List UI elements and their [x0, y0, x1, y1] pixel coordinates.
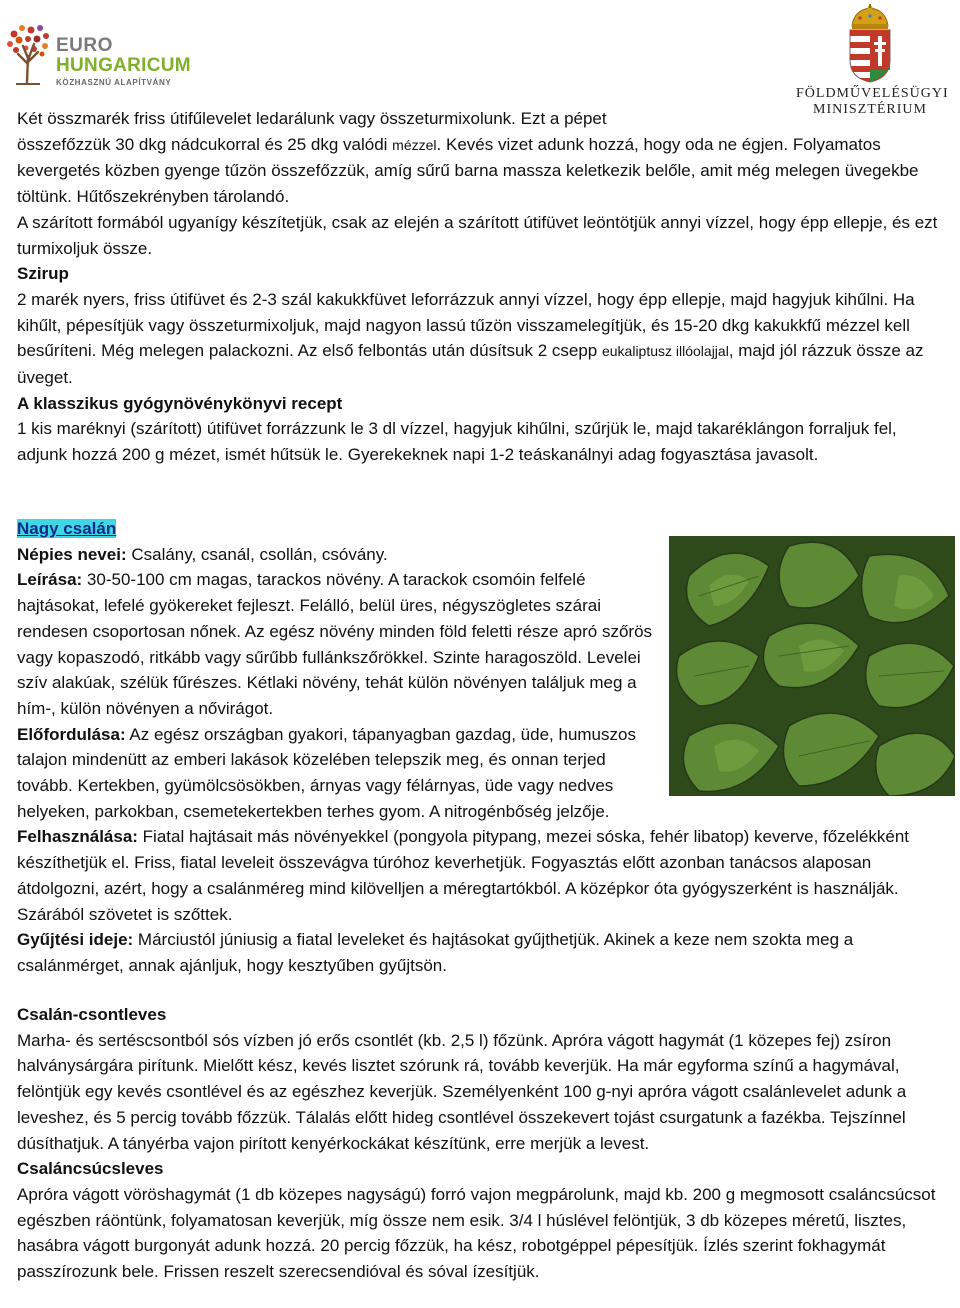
heading-recept: A klasszikus gyógynövénykönyvi recept — [17, 393, 343, 413]
logo-text-euro: EURO — [56, 35, 113, 56]
ministry-name-line1: FÖLDMŰVELÉSÜGYI — [796, 86, 949, 101]
nettle-title: Nagy csalán — [17, 519, 117, 538]
text-block-plantain-recipes — [17, 106, 947, 468]
label-elofordulas: Előfordulása: — [17, 724, 126, 744]
text-span: Két összmarék friss útifűlevelet ledarálunk vagy összeturmixolunk. Ezt a pépet — [17, 109, 607, 128]
heading-csalancsucsleves: Csaláncsúcsleves — [17, 1159, 164, 1179]
paragraph: Marha- és sertéscsontból sós vízben jó erős csontlét (kb. 2,5 l) főzünk. Apróra vágott hagymát (1 közepes fej) zsíron halványsárgára pirítunk. Mielőtt kész, kevés lisztet szórunk rá, tovább keverjük. Ha már egyforma színű a hagymával, felöntjük egy kevés csontlével és az egészhez keverjük. Személyenként 100 g-nyi apróra vágott csalánlevelet adunk a leveshez, és 5 percig tovább főzzük. Tálalás előtt hideg csontlével összekevert tojást csurgatunk a fazékba. Tejszínnel dúsíthatjuk. A tányérba vajon pirított kenyérkockákat készítünk, erre merjük a levest. — [17, 1030, 907, 1153]
ministry-name-line2: MINISZTÉRIUM — [813, 102, 927, 117]
text-span-small: mézzel — [392, 136, 437, 153]
euro-hungaricum-logo — [4, 22, 194, 88]
text-block-nettle — [17, 516, 947, 979]
paragraph: 1 kis maréknyi (szárított) útifüvet forrázzunk le 3 dl vízzel, hagyjuk kihűlni, szűrjük le, majd takaréklángon forraljuk fel, adjunk hozzá 200 g mézet, ismét hűtsük le. Gyerekeknek napi 1-2 teáskanálnyi adag fogyasztása javasolt. — [17, 419, 897, 465]
text-span: Csalány, csanál, csollán, csóvány. — [126, 544, 388, 564]
heading-csalan-csontleves: Csalán-csontleves — [17, 1005, 167, 1024]
tree-icon — [4, 22, 52, 86]
logo-text-hungaricum: HUNGARICUM — [56, 55, 191, 76]
photo-spacer — [655, 516, 947, 778]
paragraph — [17, 824, 947, 927]
heading-szirup: Szirup — [17, 264, 69, 284]
label-leiras: Leírása: — [17, 570, 83, 590]
logo-text-alapitvany: KÖZHASZNÚ ALAPÍTVÁNY — [56, 78, 172, 87]
paragraph — [17, 287, 947, 391]
text-span: összefőzzük 30 dkg nádcukorral és 25 dkg valódi — [17, 134, 393, 154]
label-gyujtesi: Gyűjtési ideje: — [17, 930, 134, 950]
text-span: 30-50-100 cm magas, tarackos növény. A tarackok csomóin felfelé hajtásokat, lefelé gyökereket fejleszt. Felálló, belül üres, négyszögletes szárai rendesen csoportosan nőnek. Az egész növény minden föld feletti része apró szőrös vagy kopaszodó, ritkább vagy sűrűbb fullánkszőrökkel. Szinte haragoszöld. Levelei szív alakúak, szélük fűrészes. Kétlaki növény, tehát külön növényen találjuk meg a hím-, külön növényen a nővirágot. — [17, 570, 653, 718]
text-span: Az egész országban gyakori, tápanyagban gazdag, üde, humuszos talajon mindenütt az emberi lakások közelében telepszik meg, és onnan terjed tovább. Kertekben, gyümölcsösökben, árnyas vagy félárnyas, üde vagy nedves helyeken, parkokban, csemetekertekben terhes gyom. A nitrogénbőség jelzője. — [17, 724, 636, 821]
text-span: Márciustól júniusig a fiatal leveleket és hajtásokat gyűjthetjük. Akinek a keze nem szokta meg a csalánmérget, annak ajánljuk, hogy kesztyűben gyűjtsön. — [17, 930, 854, 975]
label-felhasznalas: Felhasználása: — [17, 827, 138, 847]
text-span: . Kevés vizet adunk hozzá, hogy oda ne égjen. Folyamatos kevergetés közben gyenge tűzön összefőzzük, amíg sűrű barna massza keletkezik belőle, amit még melegen üvegekbe töltünk. Hűtőszekrényben tárolandó. — [17, 134, 919, 207]
text-span-small: eukaliptusz illóolajjal — [601, 343, 729, 360]
label-nepies: Népies nevei: — [17, 544, 127, 564]
text-span: Fiatal hajtásait más növényekkel (pongyola pitypang, mezei sóska, fehér libatop) keverve, főzelékként készíthetjük el. Friss, fiatal leveleit összevágva túróhoz keverhetjük. Fogyasztás előtt azonban tanácsos alaposan átdolgozni, azért, hogy a csalánméreg mind kilövelljen a méregtartókból. A középkor óta gyógyszerként is használják. Szárából szövetet is szőttek. — [17, 827, 910, 924]
text-span: , majd jól rázzuk össze az üveget. — [17, 341, 924, 388]
paragraph: A szárított formából ugyanígy készítetjük, csak az elején a szárított útifüvet leöntötjük annyi vízzel, hogy épp ellepje, és ezt turmixoljuk össze. — [17, 212, 938, 258]
text-span: 2 marék nyers, friss útifüvet és 2-3 szál kakukkfüvet leforrázzuk annyi vízzel, hogy épp ellepje, majd hagyjuk kihűlni. Ha kihűlt, pépesítjük vagy összeturmixoljuk, majd nagyon lassú tűzön visszamelegítjük, és 15-20 dkg kakukkfű mézzel kell besűríteni. Még melegen palackozni. Az első felbontás után dúsítsuk 2 csepp — [17, 289, 915, 361]
text-block-soups — [17, 1002, 947, 1285]
paragraph — [17, 106, 947, 210]
paragraph: Apróra vágott vöröshagymát (1 db közepes nagyságú) forró vajon megpárolunk, majd kb. 200 g megmosott csaláncsúcsot egészben ráöntünk, folyamatosan keverjük, míg össze nem esik. 3/4 l húslével felöntjük, 3 db közepes méretű, lisztes, hasábra vágott burgonyát adunk hozzá. 20 percig főzzük, ha kész, robotgéppel pépesítjük. Ízlés szerint fokhagymát passzírozunk bele. Frissen reszelt szerecsendióval és sóval ízesítjük. — [17, 1184, 936, 1282]
coat-of-arms-icon — [840, 4, 900, 84]
paragraph — [17, 927, 947, 978]
